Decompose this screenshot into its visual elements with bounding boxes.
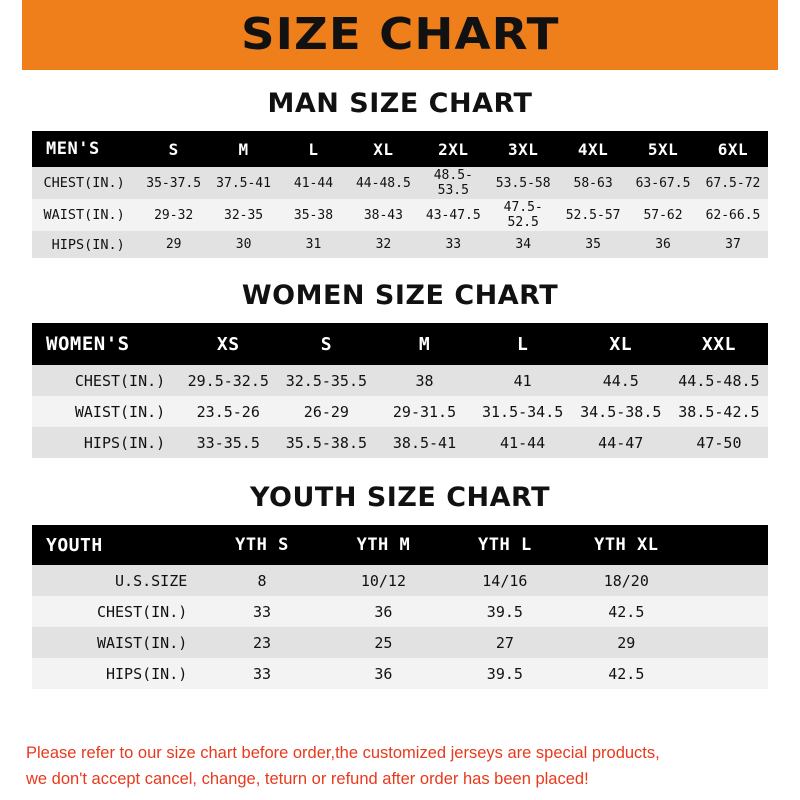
women-table-wrap [0,323,800,458]
cell: 30 [209,231,279,258]
banner-left-edge [0,0,22,70]
column-header: 2XL [418,131,488,167]
page-title: SIZE CHART [240,9,560,60]
cell-spacer [687,658,768,689]
cell: 33 [201,596,322,627]
row-header: U.S.SIZE [32,565,201,596]
cell: 42.5 [566,596,687,627]
banner-right-edge [778,0,800,70]
cell: 37.5-41 [209,167,279,199]
column-header: 4XL [558,131,628,167]
column-header: S [277,323,375,365]
cell: 38-43 [348,199,418,231]
table-row [32,565,768,596]
cell: 41-44 [279,167,349,199]
cell: 41 [474,365,572,396]
cell: 53.5-58 [488,167,558,199]
cell: 62-66.5 [698,199,768,231]
cell: 25 [323,627,444,658]
column-header: YTH M [323,525,444,565]
table-row [32,658,768,689]
cell: 31 [279,231,349,258]
cell: 18/20 [566,565,687,596]
row-header: CHEST(IN.) [32,596,201,627]
cell: 39.5 [444,596,565,627]
row-header: WAIST(IN.) [32,199,139,231]
cell: 63-67.5 [628,167,698,199]
cell: 36 [628,231,698,258]
column-header: M [209,131,279,167]
cell: 14/16 [444,565,565,596]
column-header: YTH S [201,525,322,565]
cell: 29.5-32.5 [179,365,277,396]
cell: 29-31.5 [375,396,473,427]
cell: 38.5-41 [375,427,473,458]
column-header: S [139,131,209,167]
cell: 44.5 [572,365,670,396]
row-header: HIPS(IN.) [32,658,201,689]
man-section-title: MAN SIZE CHART [267,88,533,119]
cell: 39.5 [444,658,565,689]
cell-spacer [687,565,768,596]
table-row [32,627,768,658]
cell: 35.5-38.5 [277,427,375,458]
table-row [32,365,768,396]
page-banner [0,0,800,70]
cell: 35-37.5 [139,167,209,199]
cell: 23.5-26 [179,396,277,427]
cell: 29 [566,627,687,658]
row-header: HIPS(IN.) [32,427,179,458]
cell: 47-50 [670,427,768,458]
cell: 42.5 [566,658,687,689]
row-header: HIPS(IN.) [32,231,139,258]
cell: 35 [558,231,628,258]
row-header: WAIST(IN.) [32,396,179,427]
cell: 35-38 [279,199,349,231]
cell: 67.5-72 [698,167,768,199]
column-header: WOMEN'S [32,323,179,365]
cell: 32 [348,231,418,258]
cell: 48.5-53.5 [418,167,488,199]
cell: 38.5-42.5 [670,396,768,427]
column-header: XS [179,323,277,365]
cell: 58-63 [558,167,628,199]
cell: 8 [201,565,322,596]
column-header: 6XL [698,131,768,167]
table-header-row [32,323,768,365]
note-line-2: we don't accept cancel, change, teturn or refund after order has been placed! [26,770,589,788]
table-row [32,167,768,199]
cell: 23 [201,627,322,658]
cell: 29 [139,231,209,258]
man-size-table [32,131,768,258]
cell: 38 [375,365,473,396]
cell: 36 [323,596,444,627]
youth-size-table [32,525,768,689]
cell-spacer [687,596,768,627]
table-row [32,596,768,627]
cell: 37 [698,231,768,258]
cell: 43-47.5 [418,199,488,231]
cell: 33 [201,658,322,689]
table-row [32,231,768,258]
cell-spacer [687,627,768,658]
table-row [32,199,768,231]
cell: 41-44 [474,427,572,458]
cell: 52.5-57 [558,199,628,231]
cell: 36 [323,658,444,689]
table-header-row [32,525,768,565]
cell: 33-35.5 [179,427,277,458]
column-header: XL [572,323,670,365]
column-header: L [279,131,349,167]
cell: 29-32 [139,199,209,231]
cell: 26-29 [277,396,375,427]
women-section-title: WOMEN SIZE CHART [241,280,559,311]
cell: 32-35 [209,199,279,231]
column-header: 3XL [488,131,558,167]
column-header: YOUTH [32,525,201,565]
row-header: CHEST(IN.) [32,365,179,396]
cell: 33 [418,231,488,258]
youth-table-wrap [0,525,800,689]
man-table-wrap [0,131,800,258]
row-header: WAIST(IN.) [32,627,201,658]
cell: 10/12 [323,565,444,596]
cell: 44-47 [572,427,670,458]
cell: 27 [444,627,565,658]
cell: 47.5-52.5 [488,199,558,231]
table-header-row [32,131,768,167]
column-header: YTH L [444,525,565,565]
column-header: XL [348,131,418,167]
note-line-1: Please refer to our size chart before order,the customized jerseys are special products, [26,744,660,762]
row-header: CHEST(IN.) [32,167,139,199]
footer-note [0,740,800,792]
column-header: MEN'S [32,131,139,167]
cell: 32.5-35.5 [277,365,375,396]
column-header: L [474,323,572,365]
cell: 31.5-34.5 [474,396,572,427]
table-row [32,396,768,427]
cell: 44-48.5 [348,167,418,199]
column-header: XXL [670,323,768,365]
column-header: YTH XL [566,525,687,565]
column-header: 5XL [628,131,698,167]
youth-section-title: YOUTH SIZE CHART [249,482,551,513]
column-header: M [375,323,473,365]
women-size-table [32,323,768,458]
cell: 34 [488,231,558,258]
cell: 57-62 [628,199,698,231]
column-header-spacer [687,525,768,565]
cell: 44.5-48.5 [670,365,768,396]
table-row [32,427,768,458]
cell: 34.5-38.5 [572,396,670,427]
